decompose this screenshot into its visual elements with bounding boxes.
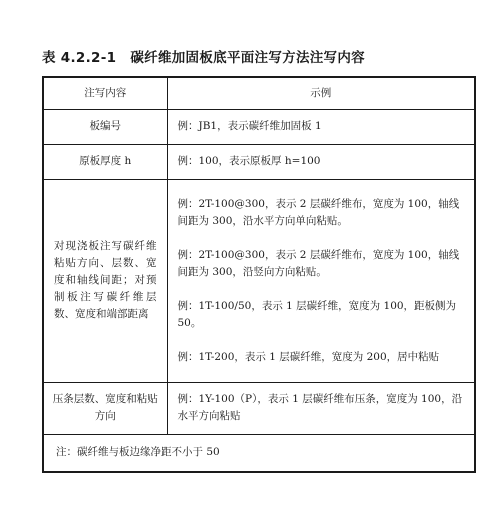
row-label: 压条层数、宽度和粘贴方向 — [43, 382, 167, 434]
row-examples — [167, 179, 475, 382]
row-example: 例：1Y-100（P），表示 1 层碳纤维布压条，宽度为 100，沿水平方向粘贴 — [167, 382, 475, 434]
row-label: 板编号 — [43, 109, 167, 144]
table-row — [43, 144, 475, 179]
table-header-row — [43, 77, 475, 109]
table-row — [43, 179, 475, 382]
table-number: 表 4.2.2-1 — [42, 50, 117, 66]
table-row — [43, 382, 475, 434]
row-example: 例：JB1，表示碳纤维加固板 1 — [167, 109, 475, 144]
header-content: 注写内容 — [43, 77, 167, 109]
table-note-row — [43, 434, 475, 472]
example-paragraph: 例：1T-100/50，表示 1 层碳纤维，宽度为 100，距板侧为 50。 — [177, 299, 457, 329]
row-example: 例：100，表示原板厚 h=100 — [167, 144, 475, 179]
table-row — [43, 109, 475, 144]
row-label: 原板厚度 h — [43, 144, 167, 179]
table-note: 注：碳纤维与板边缘净距不小于 50 — [43, 434, 475, 472]
notation-table — [42, 76, 476, 473]
table-title — [42, 46, 472, 66]
row-label: 对现浇板注写碳纤维粘贴方向、层数、宽度和轴线间距；对预制板注写碳纤维层数、宽度和端部距离 — [43, 179, 167, 382]
header-example: 示例 — [167, 77, 475, 109]
example-paragraph: 例：2T-100@300，表示 2 层碳纤维布，宽度为 100，轴线间距为 300，沿竖向方向粘贴。 — [177, 248, 460, 278]
table-caption: 碳纤维加固板底平面注写方法注写内容 — [130, 50, 365, 66]
example-paragraph: 例：2T-100@300，表示 2 层碳纤维布，宽度为 100，轴线间距为 300，沿水平方向单向粘贴。 — [177, 197, 460, 227]
example-paragraph: 例：1T-200，表示 1 层碳纤维，宽度为 200，居中粘贴 — [177, 350, 440, 363]
